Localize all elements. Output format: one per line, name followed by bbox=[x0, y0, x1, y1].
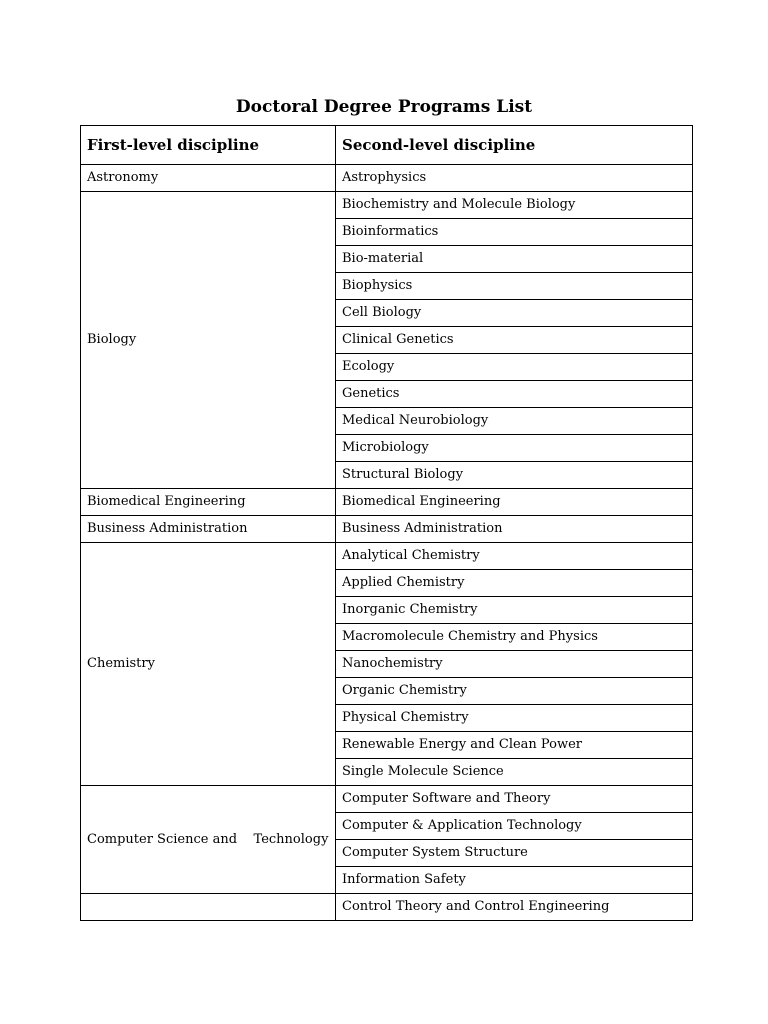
second-level-cell: Genetics bbox=[336, 381, 693, 408]
first-level-cell: Biology bbox=[81, 192, 336, 489]
second-level-cell: Applied Chemistry bbox=[336, 570, 693, 597]
second-level-cell: Biophysics bbox=[336, 273, 693, 300]
table-body bbox=[81, 165, 693, 921]
first-level-cell: Chemistry bbox=[81, 543, 336, 786]
table-row bbox=[81, 165, 693, 192]
second-level-cell: Information Safety bbox=[336, 867, 693, 894]
second-level-cell: Astrophysics bbox=[336, 165, 693, 192]
second-level-cell: Inorganic Chemistry bbox=[336, 597, 693, 624]
second-level-cell: Renewable Energy and Clean Power bbox=[336, 732, 693, 759]
second-level-cell: Single Molecule Science bbox=[336, 759, 693, 786]
second-level-cell: Biomedical Engineering bbox=[336, 489, 693, 516]
header-first-level: First-level discipline bbox=[81, 126, 336, 165]
table-row bbox=[81, 543, 693, 570]
table-header-row bbox=[81, 126, 693, 165]
second-level-cell: Biochemistry and Molecule Biology bbox=[336, 192, 693, 219]
second-level-cell: Physical Chemistry bbox=[336, 705, 693, 732]
table-row bbox=[81, 516, 693, 543]
programs-table bbox=[80, 125, 693, 921]
second-level-cell: Bioinformatics bbox=[336, 219, 693, 246]
second-level-cell: Medical Neurobiology bbox=[336, 408, 693, 435]
second-level-cell: Bio-material bbox=[336, 246, 693, 273]
second-level-cell: Clinical Genetics bbox=[336, 327, 693, 354]
first-level-cell: Astronomy bbox=[81, 165, 336, 192]
second-level-cell: Computer Software and Theory bbox=[336, 786, 693, 813]
second-level-cell: Analytical Chemistry bbox=[336, 543, 693, 570]
second-level-cell: Microbiology bbox=[336, 435, 693, 462]
second-level-cell: Macromolecule Chemistry and Physics bbox=[336, 624, 693, 651]
table-row bbox=[81, 489, 693, 516]
first-level-cell: Business Administration bbox=[81, 516, 336, 543]
first-level-cell: Biomedical Engineering bbox=[81, 489, 336, 516]
second-level-cell: Nanochemistry bbox=[336, 651, 693, 678]
second-level-cell: Ecology bbox=[336, 354, 693, 381]
header-second-level: Second-level discipline bbox=[336, 126, 693, 165]
document-title: Doctoral Degree Programs List bbox=[235, 97, 533, 117]
table-row bbox=[81, 192, 693, 219]
second-level-cell: Organic Chemistry bbox=[336, 678, 693, 705]
second-level-cell: Business Administration bbox=[336, 516, 693, 543]
table-row bbox=[81, 786, 693, 813]
first-level-cell bbox=[81, 894, 336, 921]
second-level-cell: Computer & Application Technology bbox=[336, 813, 693, 840]
second-level-cell: Control Theory and Control Engineering bbox=[336, 894, 693, 921]
table-row bbox=[81, 894, 693, 921]
second-level-cell: Structural Biology bbox=[336, 462, 693, 489]
second-level-cell: Cell Biology bbox=[336, 300, 693, 327]
second-level-cell: Computer System Structure bbox=[336, 840, 693, 867]
first-level-cell: Computer Science and Technology bbox=[81, 786, 336, 894]
